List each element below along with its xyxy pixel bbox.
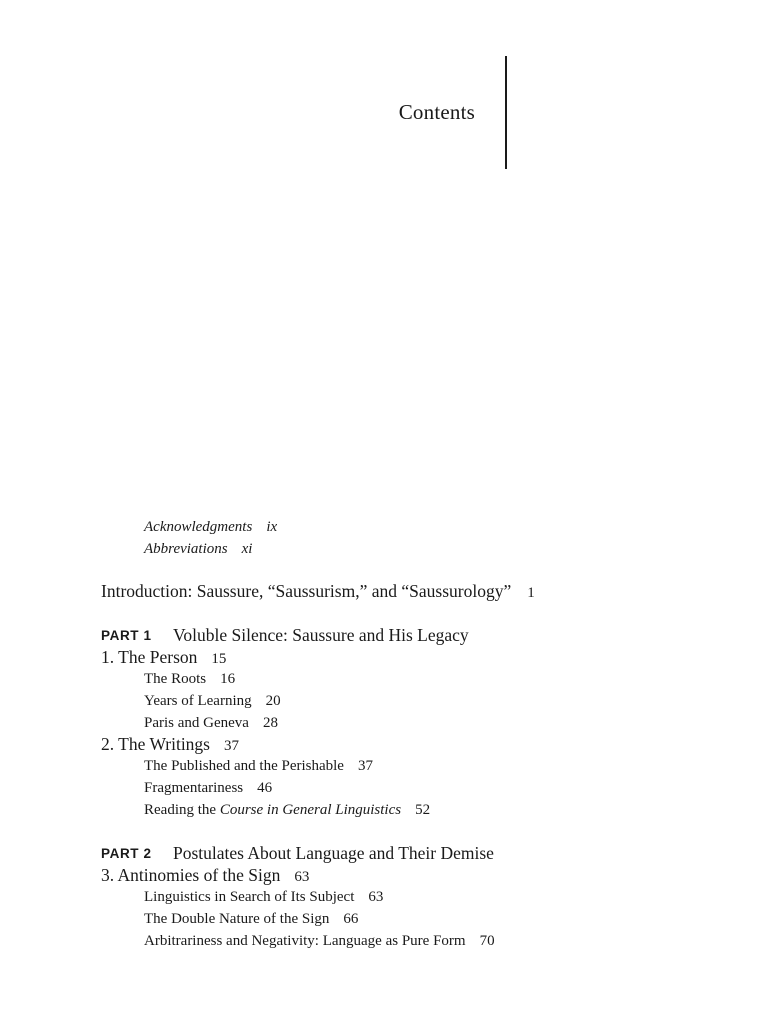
toc-entry-introduction[interactable] — [101, 583, 535, 601]
toc-entry-label: The Published and the Perishable — [144, 758, 344, 774]
toc-section[interactable] — [144, 934, 495, 949]
part-tag: PART 1 — [101, 628, 152, 643]
toc-entry-label: The Double Nature of the Sign — [144, 911, 330, 927]
toc-entry-label: Paris and Geneva — [144, 715, 249, 731]
toc-entry-abbreviations[interactable] — [144, 542, 252, 557]
toc-page-number: 66 — [343, 911, 359, 927]
part-tag: PART 2 — [101, 846, 152, 861]
toc-entry-label: Years of Learning — [144, 693, 252, 709]
part-title: Postulates About Language and Their Demise — [173, 843, 494, 863]
toc-entry-label: 1. The Person — [101, 647, 198, 667]
toc-entry-label: Arbitrariness and Negativity: Language as Pure Form — [144, 933, 466, 949]
toc-page-number: 28 — [262, 715, 278, 731]
toc-section[interactable] — [144, 781, 272, 796]
toc-page-number: 20 — [265, 693, 281, 709]
toc-section[interactable] — [144, 890, 383, 905]
page-title: Contents — [398, 100, 475, 124]
toc-entry-label: Fragmentariness — [144, 780, 244, 796]
toc-entry-label: The Roots — [144, 671, 207, 687]
toc-entry-label: 3. Antinomies of the Sign — [101, 865, 281, 885]
toc-page-number: 46 — [257, 780, 273, 796]
toc-entry-label: Abbreviations — [144, 541, 228, 557]
toc-section[interactable] — [144, 672, 235, 687]
toc-part-2[interactable] — [101, 845, 494, 863]
toc-page-number: 37 — [224, 738, 239, 754]
toc-part-1[interactable] — [101, 627, 469, 645]
toc-section[interactable] — [144, 803, 430, 818]
toc-entry-label: Linguistics in Search of Its Subject — [144, 889, 355, 905]
toc-page-number: 37 — [357, 758, 373, 774]
toc-page-number: 63 — [294, 869, 310, 885]
toc-chapter-3[interactable] — [101, 867, 309, 885]
vertical-rule — [505, 56, 507, 169]
toc-chapter-2[interactable] — [101, 736, 239, 754]
toc-page-number: 15 — [211, 651, 227, 667]
toc-entry-label-italic: Course in General Linguistics — [219, 802, 402, 818]
toc-page-number: 16 — [220, 671, 236, 687]
toc-chapter-1[interactable] — [101, 649, 226, 667]
toc-entry-label: Acknowledgments — [144, 519, 253, 535]
toc-entry-label: Introduction: Saussure, “Saussurism,” and “Saussurology” — [101, 581, 512, 601]
toc-entry-label: 2. The Writings — [101, 734, 210, 754]
toc-page-number: ix — [266, 519, 278, 535]
toc-page-number: 63 — [368, 889, 384, 905]
toc-page-number: xi — [241, 541, 253, 557]
toc-page-number: 1 — [527, 585, 535, 601]
toc-page-number: 70 — [479, 933, 495, 949]
toc-entry-label-prefix: Reading the — [144, 802, 220, 818]
toc-section[interactable] — [144, 694, 281, 709]
toc-section[interactable] — [144, 912, 358, 927]
part-title: Voluble Silence: Saussure and His Legacy — [173, 625, 469, 645]
toc-section[interactable] — [144, 716, 278, 731]
toc-entry-acknowledgments[interactable] — [144, 520, 277, 535]
toc-section[interactable] — [144, 759, 373, 774]
toc-page-number: 52 — [415, 802, 431, 818]
